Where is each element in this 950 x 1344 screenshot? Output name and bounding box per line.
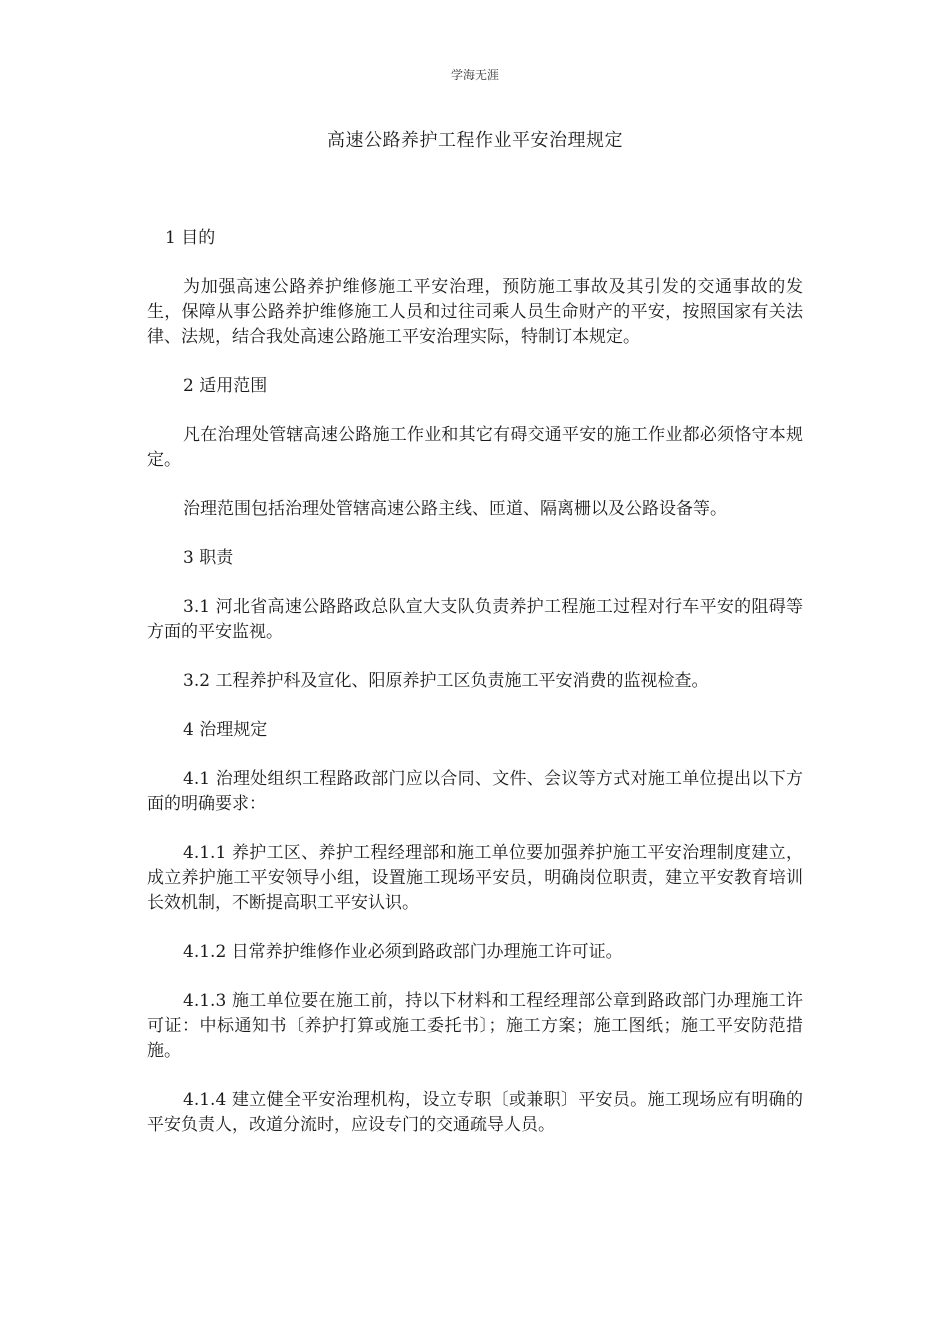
document-title: 高速公路养护工程作业平安治理规定 [327,130,623,151]
paragraph: 为加强高速公路养护维修施工平安治理，预防施工事故及其引发的交通事故的发生，保障从事公路养护维修施工人员和过往司乘人员生命财产的平安，按照国家有关法律、法规，结合我处高速公路施工平安治理实际，特制订本规定。 [147,277,803,347]
paragraph: 4.1.2 日常养护维修作业必须到路政部门办理施工许可证。 [183,942,623,962]
paragraph: 4.1.1 养护工区、养护工程经理部和施工单位要加强养护施工平安治理制度建立，成立养护施工平安领导小组，设置施工现场平安员，明确岗位职责，建立平安教育培训长效机制，不断提高职工平安认识。 [147,843,803,913]
section-heading-purpose: 1 目的 [165,228,216,248]
paragraph: 3.2 工程养护科及宣化、阳原养护工区负责施工平安消费的监视检查。 [183,671,709,691]
document-body [147,226,803,1162]
paragraph: 4.1.4 建立健全平安治理机构，设立专职〔或兼职〕平安员。施工现场应有明确的平安负责人，改道分流时，应设专门的交通疏导人员。 [147,1090,803,1135]
paragraph: 4.1 治理处组织工程路政部门应以合同、文件、会议等方式对施工单位提出以下方面的明确要求： [147,769,803,814]
section-heading-scope: 2 适用范围 [183,376,268,396]
paragraph: 凡在治理处管辖高速公路施工作业和其它有碍交通平安的施工作业都必须恪守本规定。 [147,425,803,470]
paragraph: 4.1.3 施工单位要在施工前，持以下材料和工程经理部公章到路政部门办理施工许可证：中标通知书〔养护打算或施工委托书〕；施工方案；施工图纸；施工平安防范措施。 [147,991,803,1061]
paragraph: 3.1 河北省高速公路路政总队宣大支队负责养护工程施工过程对行车平安的阻碍等方面的平安监视。 [147,597,803,642]
paragraph: 治理范围包括治理处管辖高速公路主线、匝道、隔离栅以及公路设备等。 [183,499,727,519]
page-header: 学海无涯 [450,68,499,82]
section-heading-rules: 4 治理规定 [183,720,268,740]
section-heading-duties: 3 职责 [183,548,234,568]
